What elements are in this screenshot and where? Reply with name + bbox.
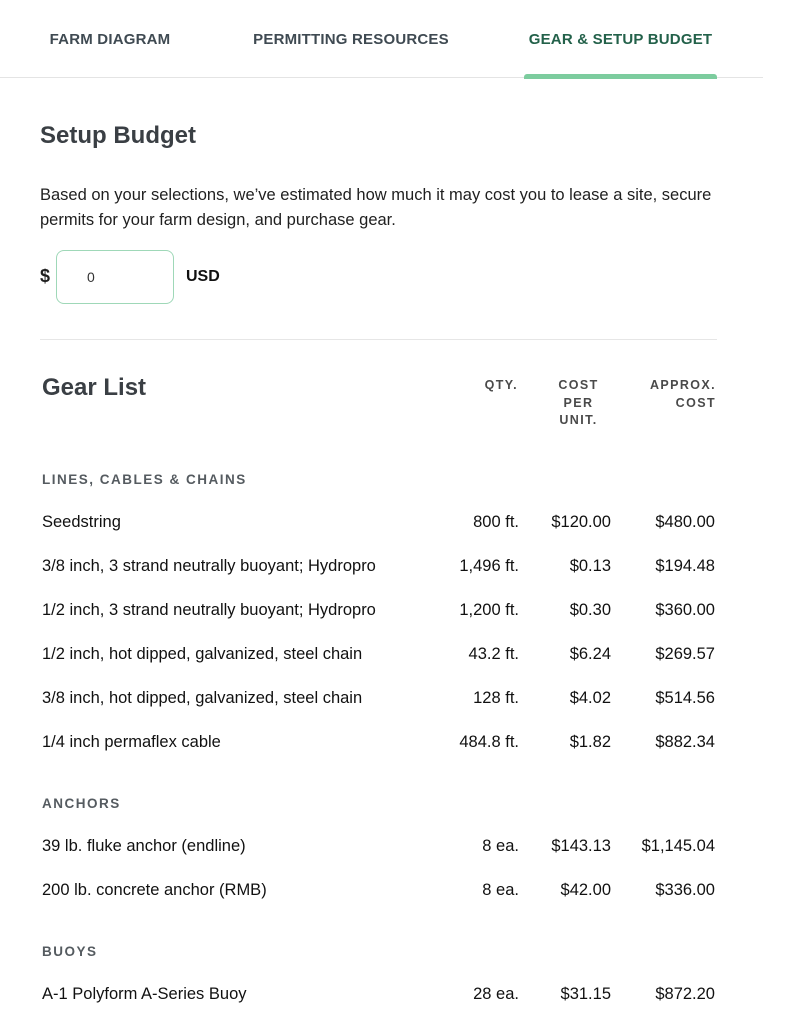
table-row [42,689,716,717]
setup-budget-heading: Setup Budget [40,122,196,149]
item-name: 39 lb. fluke anchor (endline) [42,837,246,855]
item-cost-per-unit: $0.30 [569,601,611,619]
item-qty: 1,200 ft. [459,601,519,619]
column-header-cost-per-unit: COST PER UNIT. [558,378,599,427]
section-divider [40,339,717,340]
item-qty: 43.2 ft. [468,645,519,663]
item-approx-cost: $336.00 [655,881,715,899]
item-approx-cost: $514.56 [655,689,715,707]
section-label-buoys: BUOYS [42,944,98,959]
tab-gear-setup-budget[interactable]: GEAR & SETUP BUDGET [524,0,717,78]
table-row [42,881,716,909]
item-qty: 800 ft. [473,513,519,531]
item-name: A-1 Polyform A-Series Buoy [42,985,247,1003]
item-approx-cost: $480.00 [655,513,715,531]
table-row [42,733,716,761]
item-name: 3/8 inch, 3 strand neutrally buoyant; Hydropro [42,557,376,575]
item-qty: 28 ea. [473,985,519,1003]
item-cost-per-unit: $0.13 [569,557,611,575]
item-name: 200 lb. concrete anchor (RMB) [42,881,267,899]
item-qty: 8 ea. [482,837,519,855]
tab-permitting-resources[interactable]: PERMITTING RESOURCES [253,30,449,48]
item-approx-cost: $269.57 [655,645,715,663]
tab-bar [0,0,763,78]
item-cost-per-unit: $1.82 [569,733,611,751]
table-row [42,985,716,1013]
item-name: 1/2 inch, 3 strand neutrally buoyant; Hydropro [42,601,376,619]
item-approx-cost: $360.00 [655,601,715,619]
table-row [42,513,716,541]
item-approx-cost: $882.34 [655,733,715,751]
table-row [42,557,716,585]
budget-amount-input[interactable] [56,250,174,304]
item-cost-per-unit: $6.24 [569,645,611,663]
tab-farm-diagram[interactable]: FARM DIAGRAM [49,30,171,48]
gear-list-heading: Gear List [42,374,147,401]
item-approx-cost: $194.48 [655,557,715,575]
column-header-approx-cost: APPROX. COST [649,378,716,410]
item-name: 1/2 inch, hot dipped, galvanized, steel chain [42,645,363,663]
table-row [42,601,716,629]
item-qty: 8 ea. [482,881,519,899]
item-qty: 484.8 ft. [459,733,519,751]
table-row [42,837,716,865]
section-label-anchors: ANCHORS [42,796,121,811]
item-cost-per-unit: $42.00 [560,881,611,899]
item-name: 1/4 inch permaflex cable [42,733,221,751]
item-approx-cost: $872.20 [655,985,715,1003]
item-name: Seedstring [42,513,121,531]
currency-symbol: $ [40,266,51,286]
item-approx-cost: $1,145.04 [641,837,715,855]
item-cost-per-unit: $31.15 [560,985,611,1003]
table-row [42,645,716,673]
section-label-lines: LINES, CABLES & CHAINS [42,472,247,487]
item-cost-per-unit: $143.13 [551,837,611,855]
item-cost-per-unit: $4.02 [569,689,611,707]
budget-description: Based on your selections, we’ve estimated how much it may cost you to lease a site, secure permits for your farm design, and purchase gear. [40,186,712,229]
item-name: 3/8 inch, hot dipped, galvanized, steel chain [42,689,363,707]
item-cost-per-unit: $120.00 [551,513,611,531]
item-qty: 128 ft. [473,689,519,707]
column-header-qty: QTY. [484,378,518,392]
item-qty: 1,496 ft. [459,557,519,575]
currency-code: USD [186,268,220,285]
